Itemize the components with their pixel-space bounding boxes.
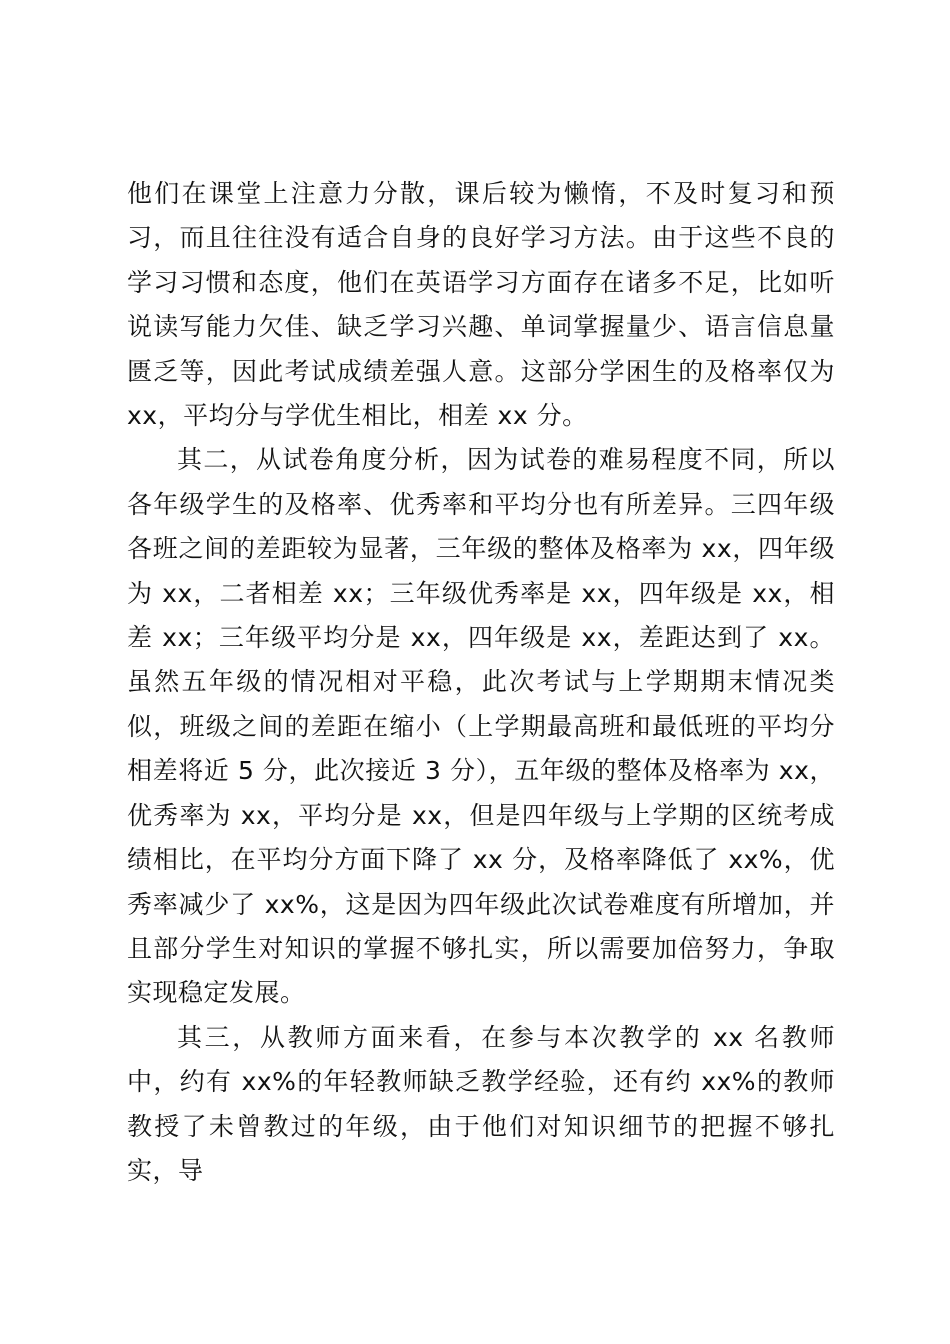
- document-body: [127, 172, 835, 1193]
- paragraph-continuation: 他们在课堂上注意力分散，课后较为懒惰，不及时复习和预习，而且往往没有适合自身的良好学习方法。由于这些不良的学习习惯和态度，他们在英语学习方面存在诸多不足，比如听说读写能力欠佳、缺乏学习兴趣、单词掌握量少、语言信息量匮乏等，因此考试成绩差强人意。这部分学困生的及格率仅为 xx，平均分与学优生相比，相差 xx 分。: [127, 179, 835, 431]
- paragraph-exam-analysis: 其二，从试卷角度分析，因为试卷的难易程度不同，所以各年级学生的及格率、优秀率和平均分也有所差异。三四年级各班之间的差距较为显著，三年级的整体及格率为 xx，四年级为 xx，二者相差 xx；三年级优秀率是 xx，四年级是 xx，相差 xx；三年级平均分是 xx，四年级是 xx，差距达到了 xx。虽然五年级的情况相对平稳，此次考试与上学期期末情况类似，班级之间的差距在缩小（上学期最高班和最低班的平均分相差将近 5 分，此次接近 3 分），五年级的整体及格率为 xx，优秀率为 xx，平均分是 xx，但是四年级与上学期的区统考成绩相比，在平均分方面下降了 xx 分，及格率降低了 xx%，优秀率减少了 xx%，这是因为四年级此次试卷难度有所增加，并且部分学生对知识的掌握不够扎实，所以需要加倍努力，争取实现稳定发展。: [127, 445, 835, 1008]
- paragraph-teacher-analysis: 其三，从教师方面来看，在参与本次教学的 xx 名教师中，约有 xx%的年轻教师缺乏教学经验，还有约 xx%的教师教授了未曾教过的年级，由于他们对知识细节的把握不够扎实，导: [127, 1022, 835, 1185]
